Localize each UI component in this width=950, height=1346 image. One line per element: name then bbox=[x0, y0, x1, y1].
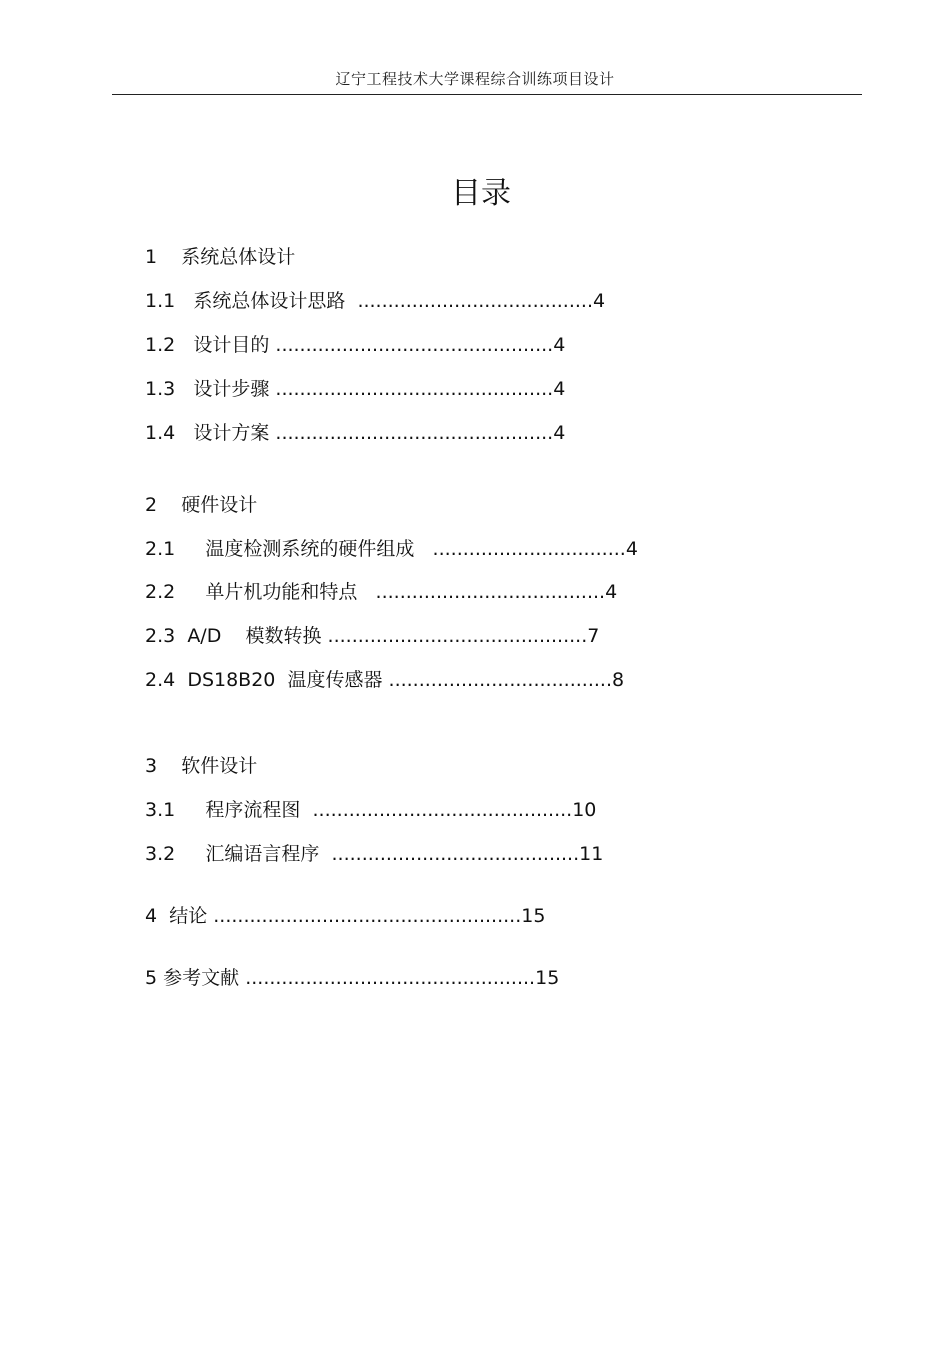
toc-entry-1-3[interactable] bbox=[145, 378, 565, 402]
toc-page: 4 bbox=[625, 538, 638, 560]
toc-leader: ................................................... bbox=[207, 905, 522, 927]
toc-page: 8 bbox=[612, 669, 625, 691]
toc-page: 15 bbox=[521, 905, 546, 927]
toc-leader: .............................................. bbox=[269, 422, 554, 444]
toc-title: 软件设计 bbox=[181, 755, 258, 777]
toc-title: 程序流程图 bbox=[205, 799, 301, 821]
toc-spacer bbox=[175, 799, 205, 821]
toc-number: 2.2 bbox=[145, 581, 176, 603]
toc-spacer bbox=[175, 290, 193, 312]
toc-spacer bbox=[157, 905, 169, 927]
toc-number: 3.1 bbox=[145, 799, 176, 821]
toc-entry-1-4[interactable] bbox=[145, 422, 565, 446]
toc-entry-4[interactable] bbox=[145, 905, 545, 929]
toc-title: 系统总体设计思路 bbox=[193, 290, 346, 312]
toc-page: 15 bbox=[535, 967, 560, 989]
toc-leader: ...................................... bbox=[357, 581, 606, 603]
toc-entry-3-1[interactable] bbox=[145, 799, 596, 823]
toc-leader: ................................ bbox=[414, 538, 626, 560]
toc-leader: ......................................... bbox=[319, 843, 580, 865]
toc-title: 系统总体设计 bbox=[181, 246, 296, 268]
toc-leader: .............................................. bbox=[269, 378, 554, 400]
toc-number: 5 bbox=[145, 967, 158, 989]
toc-entry-5[interactable] bbox=[145, 967, 559, 991]
toc-spacer bbox=[175, 422, 193, 444]
toc-spacer bbox=[175, 581, 205, 603]
toc-title: 设计步骤 bbox=[193, 378, 270, 400]
toc-number: 1.1 bbox=[145, 290, 176, 312]
toc-spacer bbox=[175, 669, 187, 691]
toc-title: 汇编语言程序 bbox=[205, 843, 320, 865]
toc-spacer bbox=[175, 378, 193, 400]
toc-entry-1[interactable] bbox=[145, 246, 295, 270]
toc-spacer bbox=[157, 246, 181, 268]
toc-number: 2.4 bbox=[145, 669, 176, 691]
toc-leader: ....................................... bbox=[345, 290, 593, 312]
toc-leader: ................................................ bbox=[239, 967, 536, 989]
toc-spacer bbox=[175, 625, 187, 647]
toc-entry-2-1[interactable] bbox=[145, 538, 638, 562]
toc-title: 温度检测系统的硬件组成 bbox=[205, 538, 415, 560]
toc-number: 2 bbox=[145, 494, 158, 516]
toc-leader: ........................................... bbox=[321, 625, 588, 647]
toc-leader: ........................................... bbox=[300, 799, 573, 821]
toc-title: 参考文献 bbox=[163, 967, 240, 989]
toc-title: 硬件设计 bbox=[181, 494, 258, 516]
toc-page: 4 bbox=[553, 334, 566, 356]
toc-page: 4 bbox=[605, 581, 618, 603]
toc-entry-2-4[interactable] bbox=[145, 669, 624, 693]
toc-title: 设计目的 bbox=[193, 334, 270, 356]
toc-number: 1.4 bbox=[145, 422, 176, 444]
page-title: 目录 bbox=[451, 176, 511, 211]
toc-leader: ..................................... bbox=[382, 669, 612, 691]
toc-number: 3.2 bbox=[145, 843, 176, 865]
toc-entry-2-2[interactable] bbox=[145, 581, 617, 605]
toc-entry-2-3[interactable] bbox=[145, 625, 599, 649]
toc-title: DS18B20 温度传感器 bbox=[187, 669, 383, 691]
toc-title: 单片机功能和特点 bbox=[205, 581, 358, 603]
toc-leader: .............................................. bbox=[269, 334, 554, 356]
toc-title: 设计方案 bbox=[193, 422, 270, 444]
toc-spacer bbox=[175, 538, 205, 560]
toc-spacer bbox=[175, 334, 193, 356]
toc-number: 2.1 bbox=[145, 538, 176, 560]
toc-title: 结论 bbox=[169, 905, 208, 927]
toc-number: 1.2 bbox=[145, 334, 176, 356]
toc-title: A/D 模数转换 bbox=[187, 625, 322, 647]
toc-page: 11 bbox=[579, 843, 604, 865]
toc-page: 4 bbox=[592, 290, 606, 312]
toc-entry-3-2[interactable] bbox=[145, 843, 603, 867]
toc-number: 3 bbox=[145, 755, 158, 777]
toc-page: 4 bbox=[553, 378, 566, 400]
toc-number: 1 bbox=[145, 246, 158, 268]
toc-number: 2.3 bbox=[145, 625, 176, 647]
toc-entry-2[interactable] bbox=[145, 494, 257, 518]
toc-number: 4 bbox=[145, 905, 158, 927]
toc-page: 4 bbox=[553, 422, 566, 444]
toc-spacer bbox=[175, 843, 205, 865]
toc-spacer bbox=[157, 755, 181, 777]
header-rule bbox=[112, 94, 862, 95]
toc-entry-1-2[interactable] bbox=[145, 334, 565, 358]
running-header: 辽宁工程技术大学课程综合训练项目设计 bbox=[335, 70, 615, 88]
toc-entry-1-1[interactable] bbox=[145, 290, 605, 314]
toc-page: 7 bbox=[587, 625, 600, 647]
toc-page: 10 bbox=[572, 799, 597, 821]
toc-spacer bbox=[157, 494, 181, 516]
toc-number: 1.3 bbox=[145, 378, 176, 400]
toc-entry-3[interactable] bbox=[145, 755, 257, 779]
